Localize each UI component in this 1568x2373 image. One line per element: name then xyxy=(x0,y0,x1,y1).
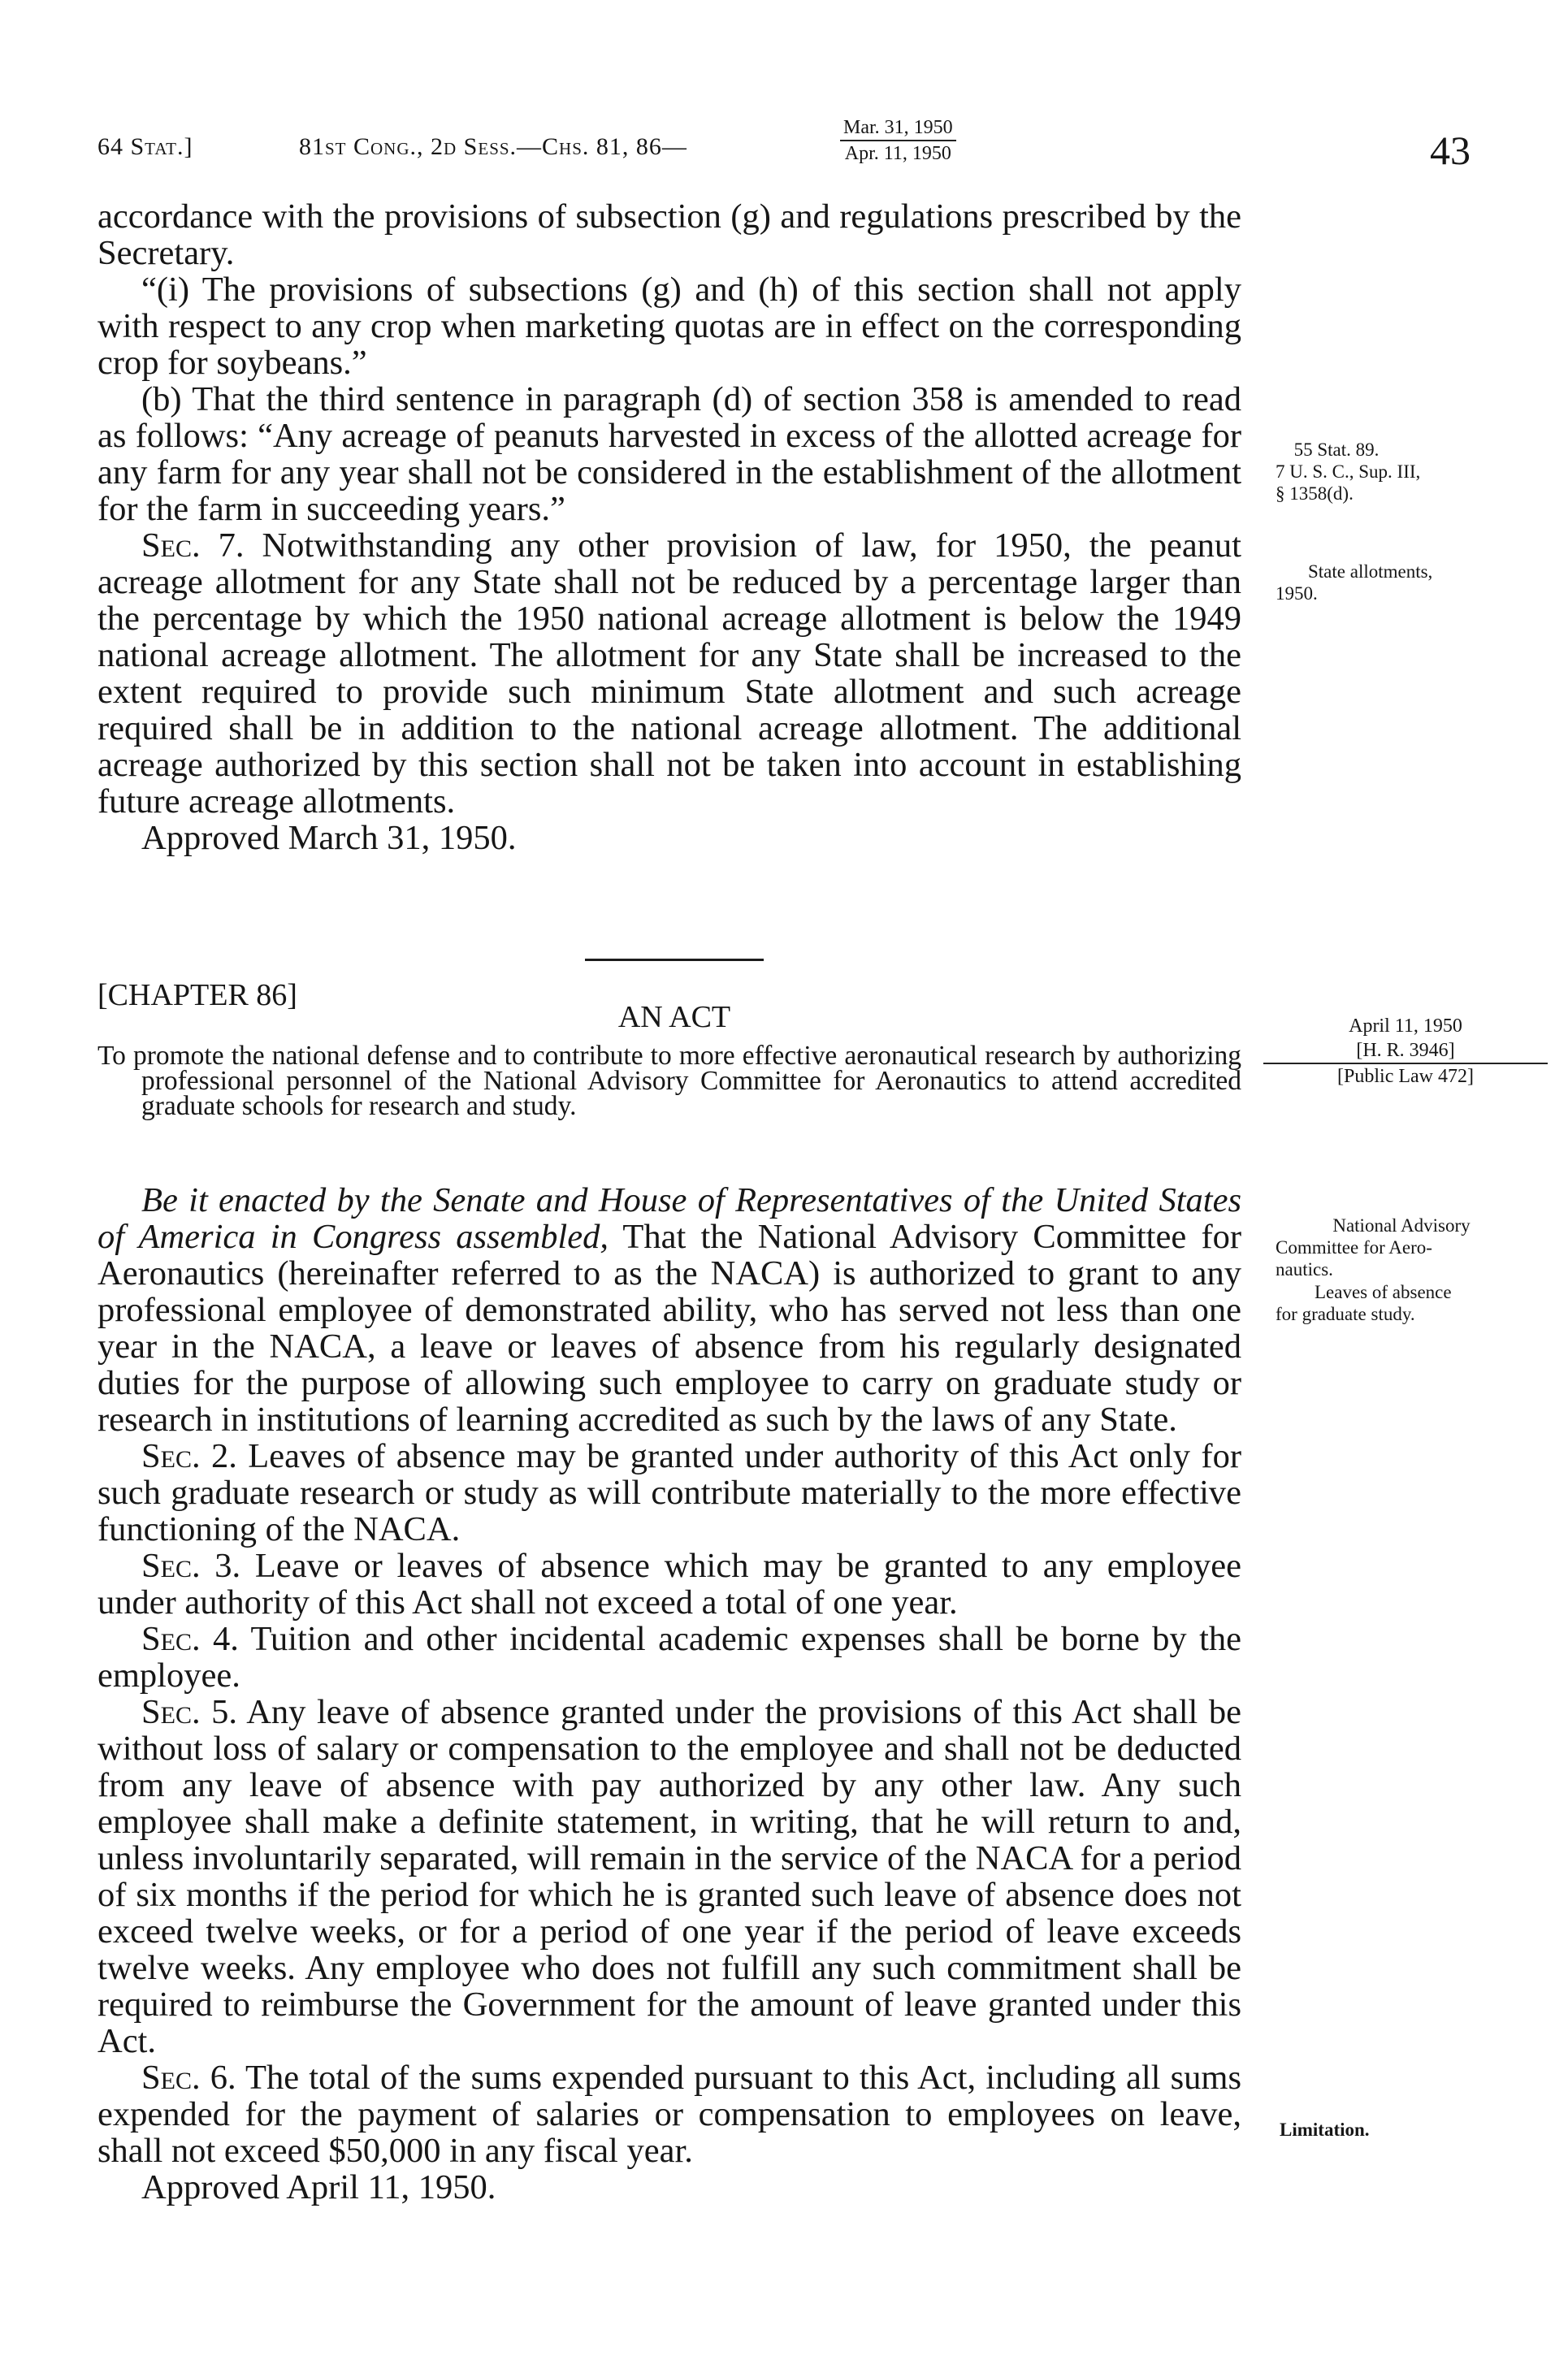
sec-3-label: Sec. 3. xyxy=(141,1547,241,1585)
sec-4-text: Tuition and other incidental academic expenses shall be borne by the employee. xyxy=(97,1620,1241,1695)
margin-note-statute-reference xyxy=(1276,439,1536,504)
paragraph-sec-7 xyxy=(97,527,1241,820)
act-title xyxy=(97,1043,1241,1119)
margin-note-leaves-line-1: Leaves of absence xyxy=(1315,1282,1452,1302)
sec-3-text: Leave or leaves of absence which may be granted to any employee under authority of this Act shall not exceed a total of one year. xyxy=(97,1547,1241,1622)
paragraph-subsection-g-end: accordance with the provisions of subsection (g) and regulations prescribed by the Secretary. xyxy=(97,197,1241,272)
sec-2-label: Sec. 2. xyxy=(141,1437,237,1475)
chapter-86-body xyxy=(97,1182,1241,2206)
margin-note-state-allotments-line-2: 1950. xyxy=(1276,583,1318,604)
sec-2-text: Leaves of absence may be granted under authority of this Act only for such graduate research or study as will contribute materially to the more effective functioning of the NACA. xyxy=(97,1437,1241,1548)
paragraph-sec-6 xyxy=(97,2059,1241,2169)
margin-note-stat-line-3: § 1358(d). xyxy=(1276,483,1354,504)
margin-note-state-allotments-line-1: State allotments, xyxy=(1308,561,1433,582)
sec-5-text: Any leave of absence granted under the provisions of this Act shall be without loss of salary or compensation to the employee and shall not be deducted from any leave of absence with pay authorized by any other law. Any such employee shall make a definite statement, in writing, that he will return to and, unless involuntarily separated, will remain in the service of the NACA for a period of six months if the period for which he is granted such leave of absence does not exceed twelve weeks, or for a period of one year if the period of leave exceeds twelve weeks. Any employee who does not fulfill any such commitment shall be required to reimburse the Government for the amount of leave granted under this Act. xyxy=(97,1693,1241,2060)
paragraph-sec-3 xyxy=(97,1548,1241,1621)
margin-note-naca-line-2: Committee for Aero- xyxy=(1276,1237,1432,1258)
paragraph-b-peanuts: (b) That the third sentence in paragraph (d) of section 358 is amended to read as follows: “Any acreage of peanuts harvested in excess of the allotted acreage for any farm for any year shall not be considered in the establishment of the allotment for the farm in succeeding years.” xyxy=(97,380,1241,528)
bill-number: [H. R. 3946] xyxy=(1263,1038,1548,1064)
chapter-81-continuation xyxy=(97,198,1241,856)
public-law-number: [Public Law 472] xyxy=(1337,1066,1474,1087)
header-date-top: Mar. 31, 1950 xyxy=(840,115,956,141)
approved-march-31: Approved March 31, 1950. xyxy=(141,819,517,857)
bill-info xyxy=(1280,1014,1531,1089)
margin-note-naca xyxy=(1276,1215,1527,1280)
margin-note-stat-line-1: 55 Stat. 89. xyxy=(1293,440,1380,460)
margin-note-leaves-line-2: for graduate study. xyxy=(1276,1304,1415,1324)
paragraph-subsection-i: “(i) The provisions of subsections (g) and (h) of this section shall not apply with respect to any crop when marketing quotas are in effect on the corresponding crop for soybeans.” xyxy=(97,271,1241,382)
margin-note-naca-line-1: National Advisory xyxy=(1332,1215,1471,1236)
header-dates xyxy=(840,115,956,166)
sec-6-label: Sec. 6. xyxy=(141,2059,236,2097)
approved-april-11: Approved April 11, 1950. xyxy=(141,2168,496,2206)
margin-note-state-allotments xyxy=(1276,561,1536,604)
enacting-clause xyxy=(97,1182,1241,1438)
running-header xyxy=(97,115,1471,188)
page-number: 43 xyxy=(1430,128,1471,173)
sec-7-text: Notwithstanding any other provision of law, for 1950, the peanut acreage allotment for any State shall not be reduced by a percentage larger than the percentage by which the 1950 national acreage allotment is below the 1949 national acreage allotment. The allotment for any State shall be increased to the extent required to provide such minimum State allotment and such acreage required shall be in addition to the national acreage allotment. The additional acreage authorized by this section shall not be taken into account in establishing future acreage allotments. xyxy=(97,526,1241,821)
margin-note-limitation: Limitation. xyxy=(1280,2120,1370,2140)
header-date-bottom: Apr. 11, 1950 xyxy=(844,143,951,164)
paragraph-sec-4 xyxy=(97,1621,1241,1694)
paragraph-sec-5 xyxy=(97,1694,1241,2059)
sec-5-label: Sec. 5. xyxy=(141,1693,238,1731)
sec-4-label: Sec. 4. xyxy=(141,1620,239,1658)
chapter-divider-rule xyxy=(585,959,764,961)
paragraph-sec-2 xyxy=(97,1438,1241,1548)
margin-note-naca-line-3: nautics. xyxy=(1276,1259,1333,1280)
margin-note-leaves xyxy=(1276,1281,1527,1325)
margin-note-stat-line-2: 7 U. S. C., Sup. III, xyxy=(1276,461,1421,482)
sec-7-label: Sec. 7. xyxy=(141,526,245,565)
header-congress-session: 81st Cong., 2d Sess.—Chs. 81, 86— xyxy=(299,133,687,160)
header-stat-volume: 64 Stat.] xyxy=(97,133,193,160)
act-title-text: To promote the national defense and to contribute to more effective aeronautical research by authorizing professional personnel of the National Advisory Committee for Aeronautics to attend accredited graduate schools for research and study. xyxy=(97,1041,1241,1121)
bill-approval-date: April 11, 1950 xyxy=(1349,1015,1462,1037)
chapter-86-label: [CHAPTER 86] xyxy=(97,978,297,1012)
enacting-formula: Be it enacted by the Senate and House of Representatives of the United States of America in Congress assembled, xyxy=(97,1181,1241,1256)
section-1-text: That the National Advisory Committee for Aeronautics (hereinafter referred to as the NACA) is authorized to grant to any professional employee of demonstrated ability, who has served not less than one year in the NACA, a leave or leaves of absence from his regularly designated duties for the purpose of allowing such employee to carry on graduate study or research in institutions of learning accredited as such by the laws of any State. xyxy=(97,1218,1241,1439)
an-act-heading: AN ACT xyxy=(617,1000,731,1034)
sec-6-text: The total of the sums expended pursuant to this Act, including all sums expended for the payment of salaries or compensation to employees on leave, shall not exceed $50,000 in any fiscal year. xyxy=(97,2059,1241,2170)
